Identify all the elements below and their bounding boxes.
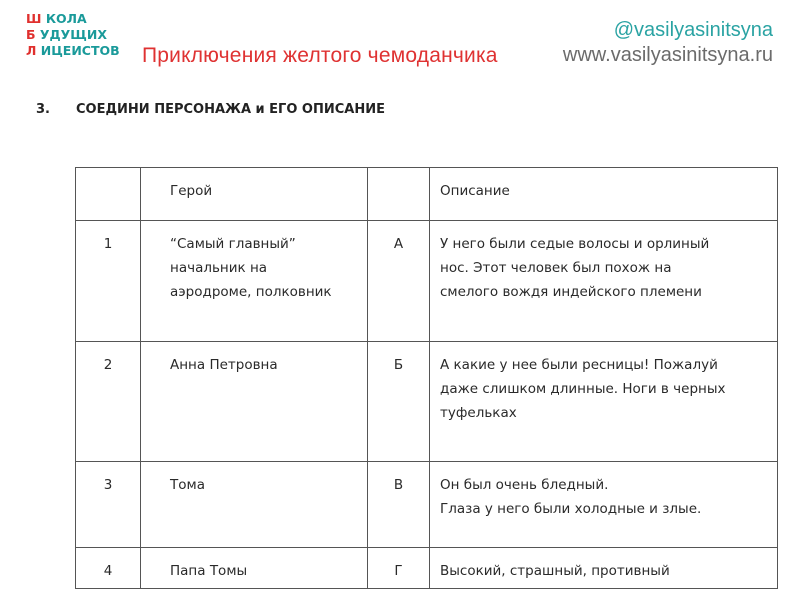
task-title: СОЕДИНИ ПЕРСОНАЖА и ЕГО ОПИСАНИЕ	[76, 102, 385, 117]
website-url: www.vasilyasinitsyna.ru	[562, 44, 773, 66]
worksheet-title: Приключения желтого чемоданчика	[142, 44, 498, 67]
hero-cell: Папа Томы	[141, 548, 368, 589]
letter-cell: Г	[368, 548, 430, 589]
table-row	[76, 342, 778, 462]
letter-cell: Б	[368, 342, 430, 462]
table-row	[76, 548, 778, 589]
task-heading	[36, 102, 385, 117]
letter-cell: В	[368, 462, 430, 548]
table-row	[76, 221, 778, 342]
social-handle: @vasilyasinitsyna	[613, 19, 773, 41]
header-description-cell: Описание	[430, 168, 778, 221]
hero-cell: Анна Петровна	[141, 342, 368, 462]
letter-cell: А	[368, 221, 430, 342]
header-num-cell	[76, 168, 141, 221]
description-cell: Высокий, страшный, противный	[430, 548, 778, 589]
row-number: 4	[76, 548, 141, 589]
description-cell: А какие у нее были ресницы! Пожалуй даже слишком длинные. Ноги в черных туфельках	[430, 342, 778, 462]
hero-cell: “Самый главный” начальник на аэродроме, полковник	[141, 221, 368, 342]
hero-cell: Тома	[141, 462, 368, 548]
header-hero-cell: Герой	[141, 168, 368, 221]
school-logo	[26, 11, 120, 59]
table-header-row	[76, 168, 778, 221]
description-cell: Он был очень бледный. Глаза у него были холодные и злые.	[430, 462, 778, 548]
logo-line-3: Л ИЦЕИСТОВ	[26, 43, 120, 58]
task-number: 3.	[36, 102, 50, 117]
row-number: 2	[76, 342, 141, 462]
description-cell: У него были седые волосы и орлиный нос. Этот человек был похож на смелого вождя индейского племени	[430, 221, 778, 342]
table-row	[76, 462, 778, 548]
logo-line-1: Ш КОЛА	[26, 11, 87, 26]
logo-line-2: Б УДУЩИХ	[26, 27, 107, 42]
row-number: 1	[76, 221, 141, 342]
matching-table	[75, 167, 778, 589]
header-letter-cell	[368, 168, 430, 221]
row-number: 3	[76, 462, 141, 548]
